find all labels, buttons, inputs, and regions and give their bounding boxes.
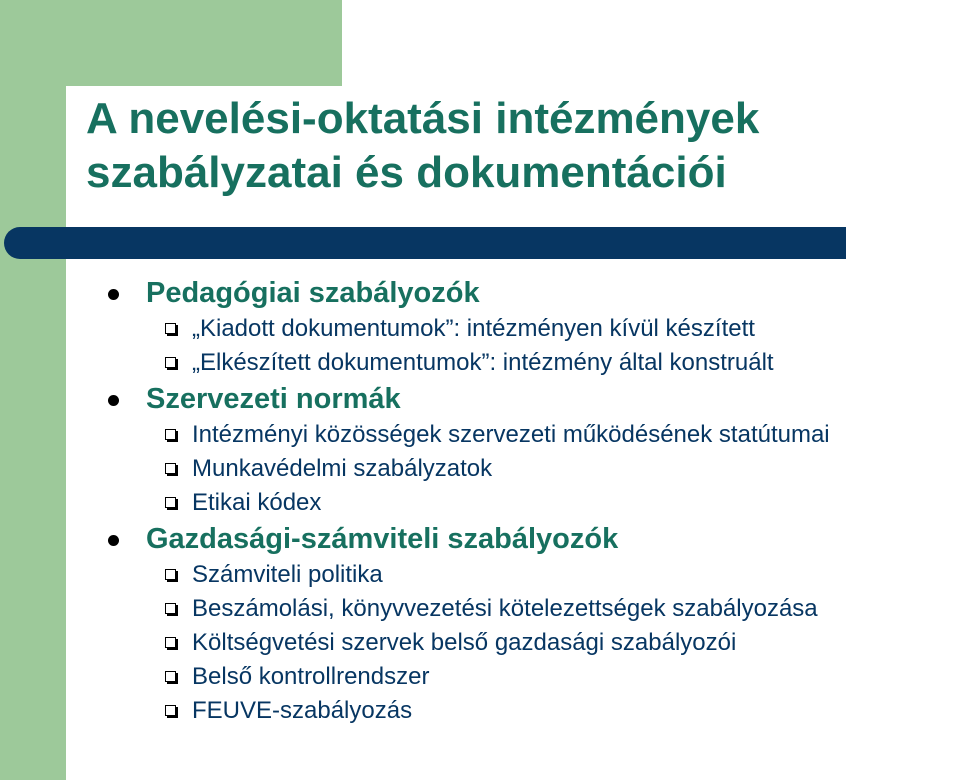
- list-item-text: Intézményi közösségek szervezeti működésének statútumai: [192, 421, 830, 448]
- checkbox-bullet-icon: [165, 671, 176, 682]
- list-item-text: „Elkészített dokumentumok”: intézmény által konstruált: [192, 349, 774, 376]
- section-heading: [0, 380, 960, 418]
- divider-bar: [4, 227, 846, 259]
- section-heading: [0, 274, 960, 312]
- checkbox-bullet-icon: [165, 429, 176, 440]
- list-item-text: „Kiadott dokumentumok”: intézményen kívül készített: [192, 315, 755, 342]
- bullet-dot-icon: [108, 535, 119, 546]
- list-item: [0, 346, 960, 380]
- section-heading-text: Gazdasági-számviteli szabályozók: [146, 523, 619, 555]
- list-item: [0, 592, 960, 626]
- checkbox-bullet-icon: [165, 357, 176, 368]
- list-item: [0, 694, 960, 728]
- checkbox-bullet-icon: [165, 497, 176, 508]
- list-item-text: Etikai kódex: [192, 489, 322, 516]
- list-item: [0, 452, 960, 486]
- slide-content: [0, 274, 960, 728]
- list-item-text: Beszámolási, könyvvezetési kötelezettségek szabályozása: [192, 595, 818, 622]
- title-line-2: szabályzatai és dokumentációi: [86, 148, 727, 197]
- green-top-band: [0, 0, 342, 86]
- title-line-1: A nevelési-oktatási intézmények: [86, 94, 760, 143]
- list-item: [0, 418, 960, 452]
- section-heading-text: Szervezeti normák: [146, 383, 401, 415]
- checkbox-bullet-icon: [165, 569, 176, 580]
- list-item: [0, 486, 960, 520]
- checkbox-bullet-icon: [165, 323, 176, 334]
- bullet-dot-icon: [108, 395, 119, 406]
- list-item: [0, 660, 960, 694]
- list-item-text: Belső kontrollrendszer: [192, 663, 430, 690]
- list-item: [0, 558, 960, 592]
- list-item-text: Költségvetési szervek belső gazdasági szabályozói: [192, 629, 737, 656]
- section-heading: [0, 520, 960, 558]
- list-item-text: FEUVE-szabályozás: [192, 697, 413, 724]
- list-item-text: Számviteli politika: [192, 561, 383, 588]
- checkbox-bullet-icon: [165, 603, 176, 614]
- bullet-dot-icon: [108, 289, 119, 300]
- slide-title: [86, 92, 946, 200]
- list-item-text: Munkavédelmi szabályzatok: [192, 455, 493, 482]
- checkbox-bullet-icon: [165, 705, 176, 716]
- checkbox-bullet-icon: [165, 637, 176, 648]
- checkbox-bullet-icon: [165, 463, 176, 474]
- list-item: [0, 312, 960, 346]
- list-item: [0, 626, 960, 660]
- section-heading-text: Pedagógiai szabályozók: [146, 277, 480, 309]
